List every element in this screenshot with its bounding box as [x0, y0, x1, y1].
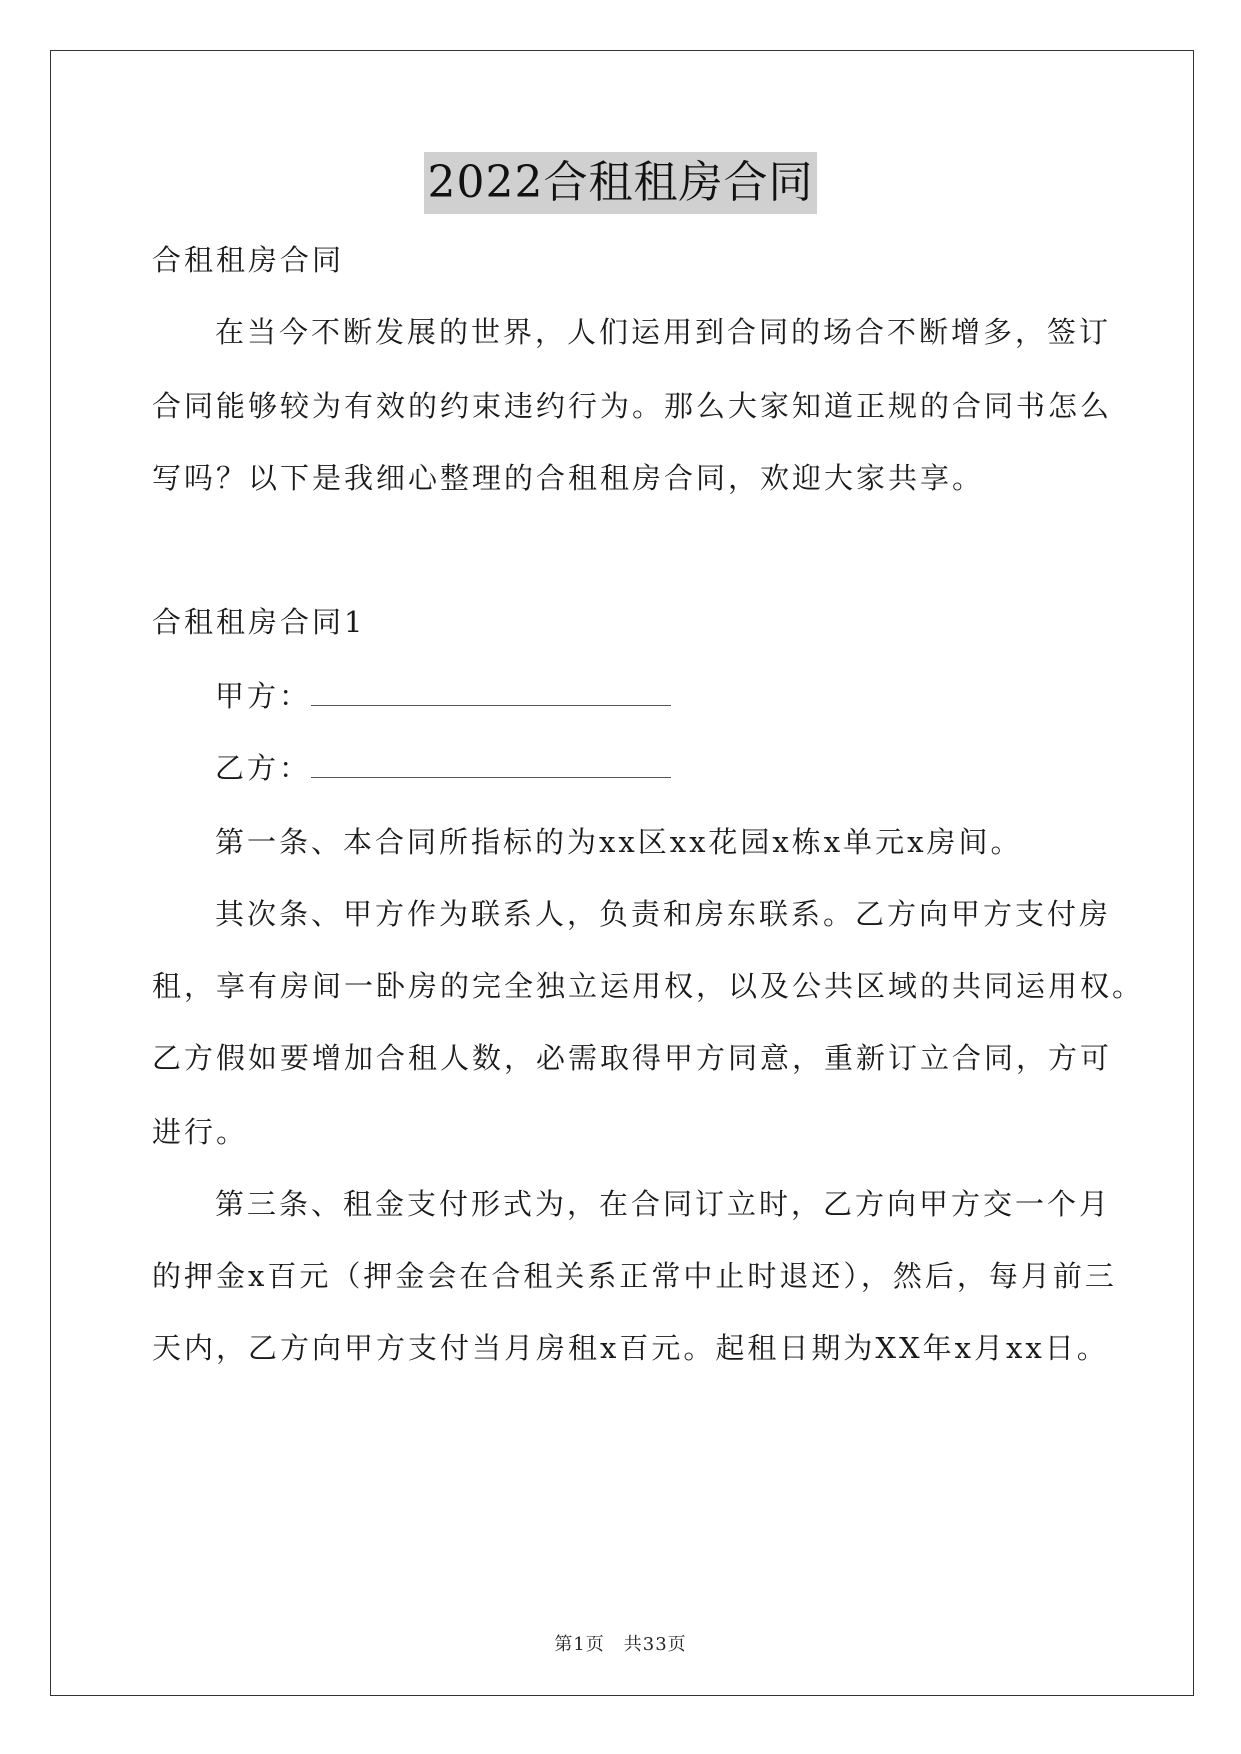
clause-2-line-1: 其次条、甲方作为联系人，负责和房东联系。乙方向甲方支付房 — [215, 897, 1112, 931]
clause-3-line-2: 的押金x百元（押金会在合租关系正常中止时退还），然后，每月前三 — [152, 1259, 1117, 1293]
clause-2-line-4: 进行。 — [152, 1115, 249, 1149]
clause-2-line-3: 乙方假如要增加合租人数，必需取得甲方同意，重新订立合同，方可 — [152, 1041, 1113, 1075]
party-a-label: 甲方： — [215, 679, 312, 713]
intro-line-2: 合同能够较为有效的约束违约行为。那么大家知道正规的合同书怎么 — [152, 389, 1113, 423]
clause-3-line-3: 天内，乙方向甲方支付当月房租x百元。起租日期为XX年x月xx日。 — [152, 1331, 1109, 1365]
clause-2-line-2: 租，享有房间一卧房的完全独立运用权，以及公共区域的共同运用权。 — [152, 969, 1145, 1003]
page-number-footer: 第1页 共33页 — [554, 1634, 687, 1655]
intro-line-3: 写吗？以下是我细心整理的合租租房合同，欢迎大家共享。 — [152, 461, 985, 495]
clause-3-line-1: 第三条、租金支付形式为，在合同订立时，乙方向甲方交一个月 — [215, 1187, 1112, 1221]
intro-line-1: 在当今不断发展的世界，人们运用到合同的场合不断增多，签订 — [215, 315, 1112, 349]
party-b-line — [215, 748, 1155, 788]
party-a-blank — [311, 681, 671, 706]
section-heading: 合租租房合同1 — [152, 605, 366, 639]
party-b-blank — [311, 753, 671, 778]
document-title: 2022合租租房合同 — [424, 152, 818, 214]
title-container — [0, 152, 1241, 214]
party-a-line — [215, 676, 1155, 716]
intro-heading: 合租租房合同 — [152, 243, 345, 277]
page-border — [50, 50, 1194, 1696]
clause-1: 第一条、本合同所指标的为xx区xx花园x栋x单元x房间。 — [215, 825, 1023, 859]
party-b-label: 乙方： — [215, 751, 312, 785]
